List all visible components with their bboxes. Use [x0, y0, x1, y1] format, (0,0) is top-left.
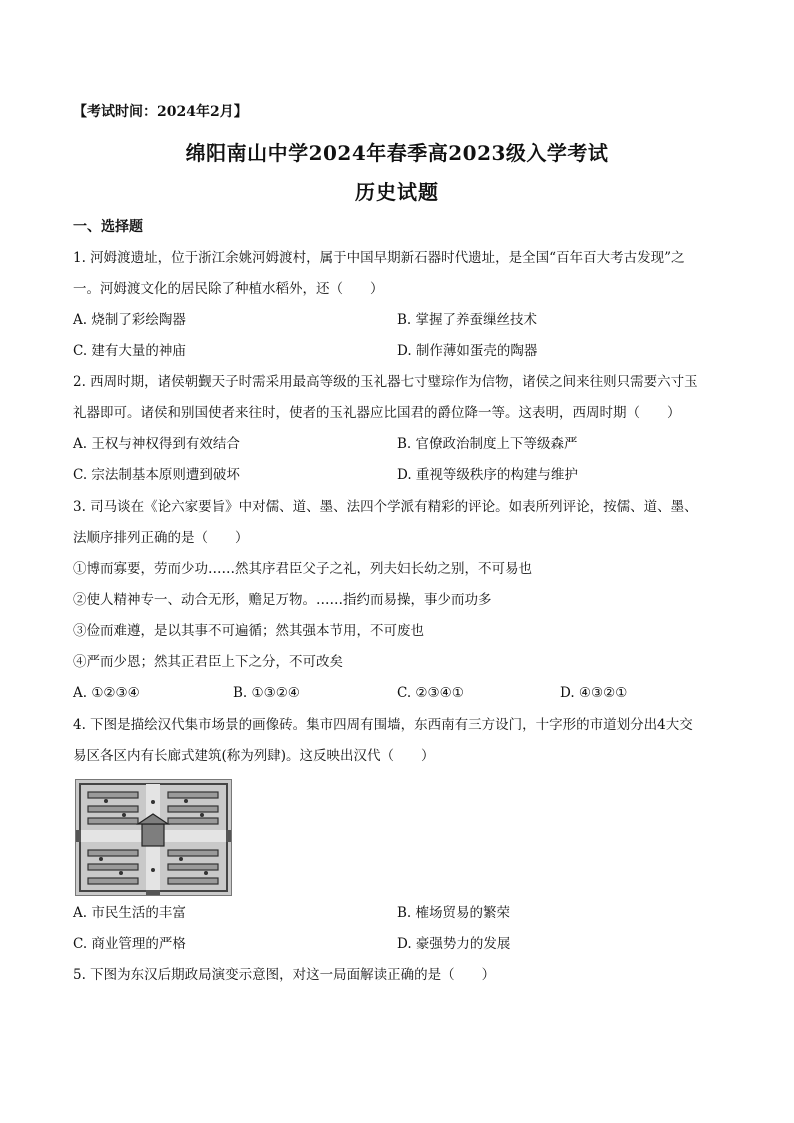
exam-time: 【考试时间：2024年2月】 [73, 104, 248, 120]
q3-statement-4: ④严而少恩；然其正君臣上下之分，不可改矣 [73, 654, 343, 670]
q2-option-a[interactable]: A. 王权与神权得到有效结合 [73, 436, 240, 452]
q1-option-d[interactable]: D. 制作薄如蛋壳的陶器 [397, 343, 538, 359]
q1-stem-line1: 1. 河姆渡遗址，位于浙江余姚河姆渡村，属于中国早期新石器时代遗址，是全国“百年百大考古发现”之 [73, 250, 685, 266]
q3-stem-line2: 法顺序排列正确的是（ ） [73, 530, 249, 546]
q2-option-d[interactable]: D. 重视等级秩序的构建与维护 [397, 467, 578, 483]
q4-stem-line2: 易区各区内有长廊式建筑(称为列肆)。这反映出汉代（ ） [73, 748, 435, 764]
han-market-brick-image [75, 779, 232, 896]
q3-statement-2: ②使人精神专一、动合无形，赡足万物。……指约而易操，事少而功多 [73, 592, 492, 608]
q3-statement-3: ③俭而难遵，是以其事不可遍循；然其强本节用，不可废也 [73, 623, 424, 639]
q3-option-d[interactable]: D. ④③②① [560, 685, 628, 701]
q2-option-c[interactable]: C. 宗法制基本原则遭到破坏 [73, 467, 240, 483]
q4-option-c[interactable]: C. 商业管理的严格 [73, 936, 186, 952]
q3-option-b[interactable]: B. ①③②④ [233, 685, 300, 701]
q1-stem-line2: 一。河姆渡文化的居民除了种植水稻外，还（ ） [73, 281, 384, 297]
q4-option-b[interactable]: B. 榷场贸易的繁荣 [397, 905, 511, 921]
q2-option-b[interactable]: B. 官僚政治制度上下等级森严 [397, 436, 578, 452]
q5-stem-line1: 5. 下图为东汉后期政局演变示意图，对这一局面解读正确的是（ ） [73, 967, 496, 983]
q2-stem-line2: 礼器即可。诸侯和别国使者来往时，使者的玉礼器应比国君的爵位降一等。这表明，西周时期（ ） [73, 405, 681, 421]
q2-stem-line1: 2. 西周时期，诸侯朝觐天子时需采用最高等级的玉礼器七寸璧琮作为信物，诸侯之间来往则只需要六寸玉 [73, 374, 698, 390]
q1-option-b[interactable]: B. 掌握了养蚕缫丝技术 [397, 312, 538, 328]
q4-option-a[interactable]: A. 市民生活的丰富 [73, 905, 186, 921]
market-scene-illustration [76, 780, 231, 895]
q1-option-c[interactable]: C. 建有大量的神庙 [73, 343, 186, 359]
q3-option-c[interactable]: C. ②③④① [397, 685, 464, 701]
q3-option-a[interactable]: A. ①②③④ [73, 685, 140, 701]
q3-stem-line1: 3. 司马谈在《论六家要旨》中对儒、道、墨、法四个学派有精彩的评论。如表所列评论，按儒、道、墨、 [73, 499, 698, 515]
exam-subtitle: 历史试题 [355, 180, 439, 204]
q4-stem-line1: 4. 下图是描绘汉代集市场景的画像砖。集市四周有围墙，东西南有三方设门，十字形的市道划分出4大交 [73, 717, 693, 733]
exam-title: 绵阳南山中学2024年春季高2023级入学考试 [185, 141, 609, 165]
q1-option-a[interactable]: A. 烧制了彩绘陶器 [73, 312, 186, 328]
section-heading: 一、选择题 [73, 219, 143, 235]
q3-statement-1: ①博而寡要，劳而少功……然其序君臣父子之礼，列夫妇长幼之别，不可易也 [73, 561, 532, 577]
q4-option-d[interactable]: D. 豪强势力的发展 [397, 936, 511, 952]
